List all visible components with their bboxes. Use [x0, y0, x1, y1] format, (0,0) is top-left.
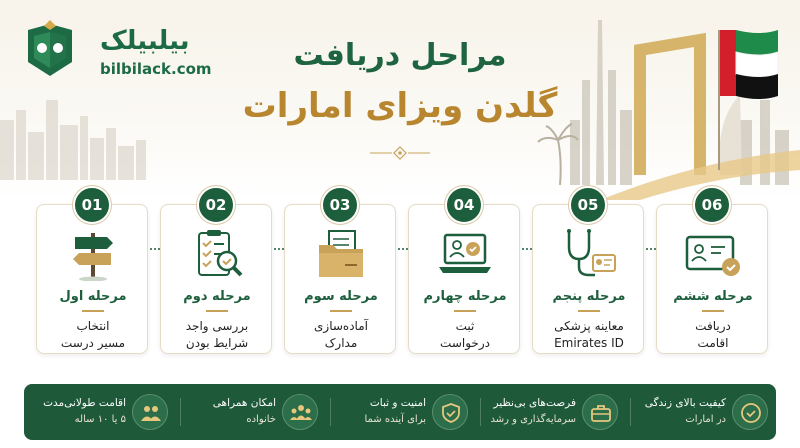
step-number-badge: 02 — [197, 186, 235, 224]
step-desc-line1: آماده‌سازی — [314, 319, 368, 333]
laptop-approval-icon — [435, 227, 495, 281]
step-divider — [82, 310, 104, 312]
step-title: مرحله اول — [59, 289, 127, 304]
signpost-icon — [63, 227, 123, 281]
step-divider — [206, 310, 228, 312]
step-description — [409, 318, 521, 352]
step-desc-line1: معاینه پزشکی — [554, 319, 624, 333]
step-description — [161, 318, 273, 352]
feature-subtitle: در امارات — [685, 414, 726, 425]
step-desc-line2: شرایط بودن — [185, 336, 249, 350]
step-desc-line2: اقامت — [697, 336, 729, 350]
id-card-check-icon — [683, 227, 743, 281]
step-desc-line2: درخواست — [440, 336, 490, 350]
briefcase-icon — [582, 394, 618, 430]
step-title: مرحله دوم — [183, 289, 251, 304]
feature-item — [332, 384, 472, 440]
feature-title: امکان همراهی — [212, 397, 276, 409]
step-divider — [702, 310, 724, 312]
step-desc-line1: دریافت — [695, 319, 731, 333]
feature-subtitle: برای آینده شما — [364, 414, 426, 425]
step-desc-line1: بررسی واجد — [185, 319, 249, 333]
divider — [180, 398, 181, 426]
feature-item — [632, 384, 772, 440]
step-number-badge: 05 — [569, 186, 607, 224]
checklist-search-icon — [187, 227, 247, 281]
bilbilack-logo — [20, 20, 80, 80]
step-card-6 — [656, 204, 768, 354]
step-description — [657, 318, 769, 352]
step-title: مرحله پنجم — [552, 289, 626, 304]
step-card-3 — [284, 204, 396, 354]
feature-subtitle: خانواده — [246, 414, 276, 425]
step-desc-line2: Emirates ID — [554, 336, 624, 350]
divider — [480, 398, 481, 426]
step-card-1 — [36, 204, 148, 354]
folder-documents-icon — [311, 227, 371, 281]
step-desc-line1: ثبت — [455, 319, 475, 333]
shield-check-icon — [432, 394, 468, 430]
family-icon — [282, 394, 318, 430]
ornament-divider — [370, 146, 430, 160]
step-desc-line2: مدارک — [324, 336, 358, 350]
feature-subtitle: سرمایه‌گذاری و رشد — [490, 414, 576, 425]
divider — [630, 398, 631, 426]
step-divider — [330, 310, 352, 312]
step-title: مرحله ششم — [673, 289, 753, 304]
divider — [330, 398, 331, 426]
feature-item — [482, 384, 622, 440]
stethoscope-id-icon — [559, 227, 619, 281]
feature-item — [32, 384, 172, 440]
feature-title: اقامت طولانی‌مدت — [43, 397, 126, 409]
step-number-badge: 03 — [321, 186, 359, 224]
step-number-badge: 06 — [693, 186, 731, 224]
brand-url[interactable]: bilbilack.com — [100, 60, 212, 78]
feature-title: امنیت و ثبات — [369, 397, 426, 409]
step-desc-line1: انتخاب — [76, 319, 110, 333]
step-description — [285, 318, 397, 352]
brand-name: بیلبیلک — [100, 26, 190, 56]
step-title: مرحله سوم — [304, 289, 378, 304]
step-divider — [578, 310, 600, 312]
steps-row — [0, 186, 800, 376]
step-number-badge: 01 — [73, 186, 111, 224]
step-description — [533, 318, 645, 352]
feature-subtitle: ۵ یا ۱۰ ساله — [74, 414, 126, 425]
feature-title: کیفیت بالای زندگی — [644, 397, 726, 409]
feature-item — [182, 384, 322, 440]
step-card-2 — [160, 204, 272, 354]
page-title: مراحل دریافت — [293, 38, 507, 73]
step-card-4 — [408, 204, 520, 354]
step-divider — [454, 310, 476, 312]
step-number-badge: 04 — [445, 186, 483, 224]
step-description — [37, 318, 149, 352]
step-desc-line2: مسیر درست — [60, 336, 126, 350]
step-card-5 — [532, 204, 644, 354]
feature-title: فرصت‌های بی‌نظیر — [493, 397, 576, 409]
page-subtitle: گلدن ویزای امارات — [242, 86, 558, 126]
quality-badge-icon — [732, 394, 768, 430]
benefits-bar — [24, 384, 776, 440]
step-title: مرحله چهارم — [423, 289, 507, 304]
people-group-icon — [132, 394, 168, 430]
